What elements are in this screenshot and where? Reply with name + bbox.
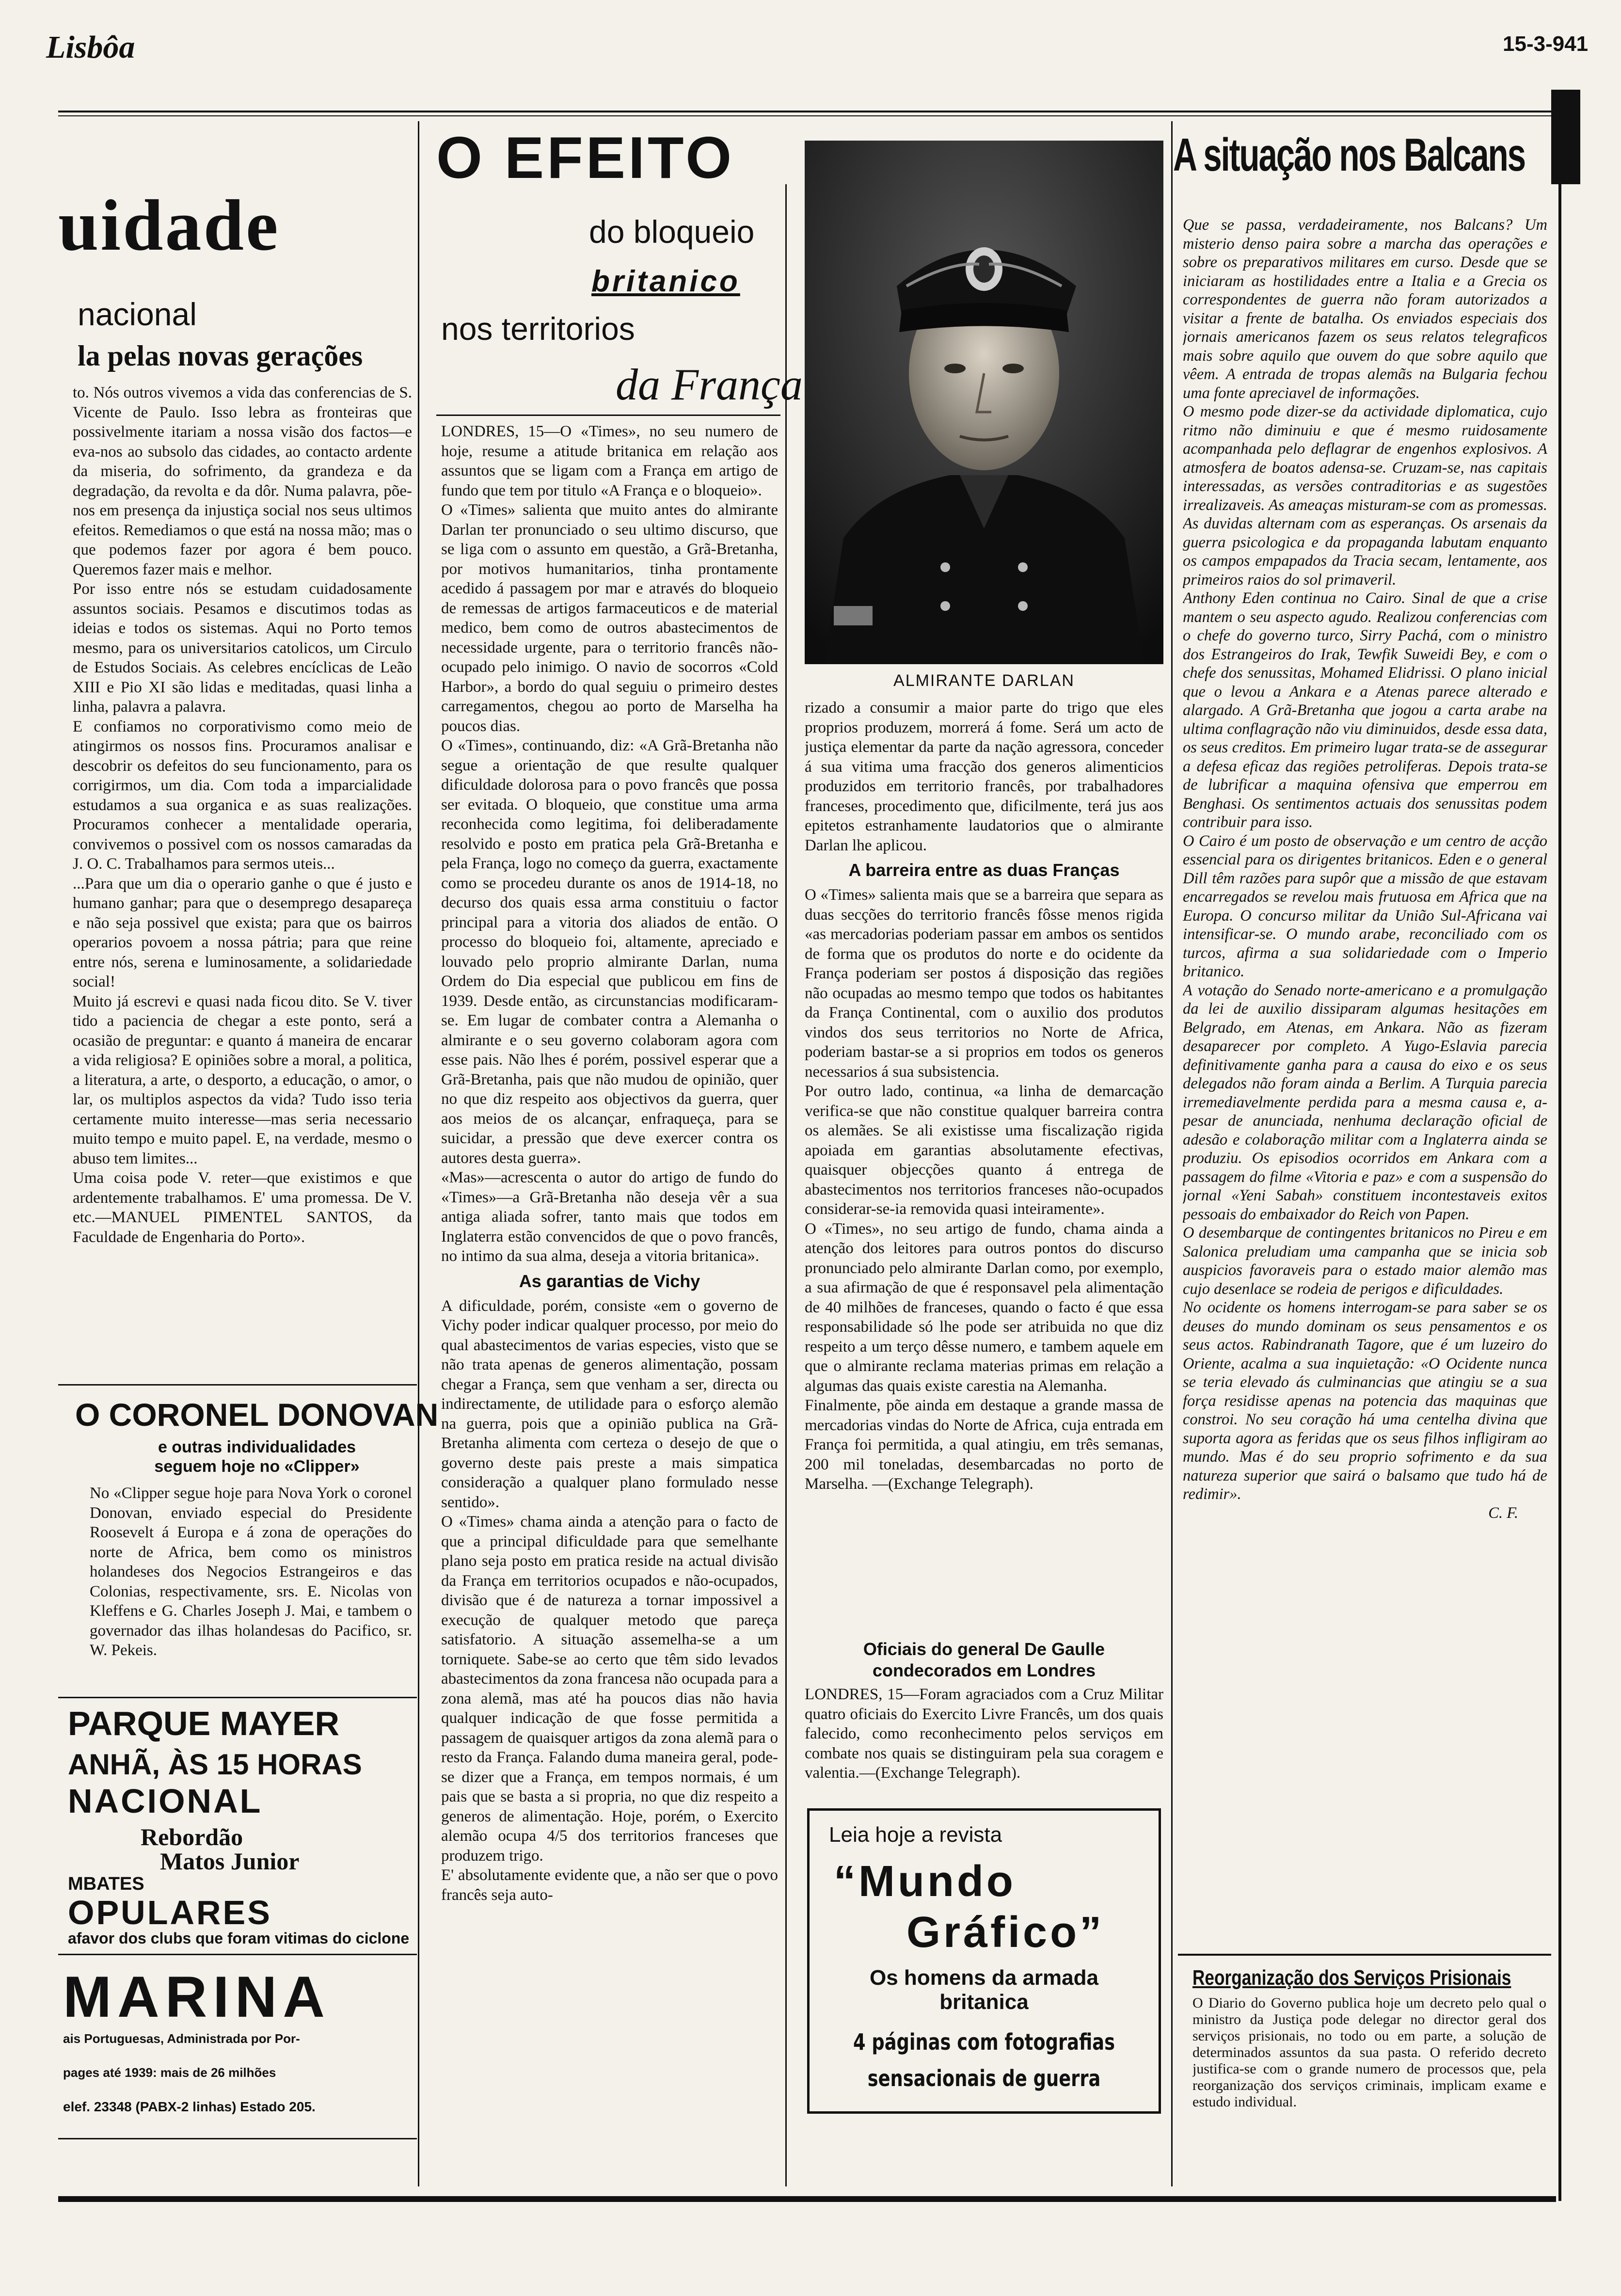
header-rule-2	[58, 115, 1551, 116]
paragraph: Por isso entre nós se estudam cuidadosamente assuntos sociais. Pesamos e discutimos todas as ideias e todos os sistemas. Aqui no Porto temos mesmo, para os universitarios catolicos, um Circulo de Estudos Sociais. As celebres encíclicas de Leão XIII e Pio XI são lidas e meditadas, quasi linha a linha, palavra a palavra.	[73, 580, 412, 716]
prisionais-headline: Reorganização dos Serviços Prisionais	[1192, 1966, 1511, 1990]
column-rule	[785, 184, 787, 2186]
main-title: O EFEITO	[436, 125, 735, 191]
paragraph: Que se passa, verdadeiramente, nos Balcans? Um misterio denso paira sobre a marcha das operações e sobre os preparativos militares em curso. Desde que se iniciaram as hostilidades entre a Italia e a Grecia os correspondentes de guerra não foram autorizados a visitar a frente de batalha. Os enviados especiais dos jornais americanos fazem os seus relatos telegraficos mais sobre aquilo que ouvem do que sobre aquilo que vêem. A entrada de tropas alemãs na Bulgaria fechou uma fonte apreciavel de informações.	[1183, 216, 1547, 402]
paragraph: O «Times» chama ainda a atenção para o facto de que a principal dificuldade para que semelhante plano seja posto em pratica reside na actual divisão da França em territorios ocupados e não-ocupados, divisão que é de natureza a tornar impossivel a execução de qualquer metodo que pareça satisfatorio. A situação assemelha-se a um torniquete. Sabe-se ao certo que têm sido levados abastecimentos da zona francesa não ocupada para a zona alemã, mas até ha poucos dias não havia qualquer indicação de que fosse permitida a passagem de quaisquer artigos da zona alemã para o resto da França. Falando duma maneira geral, pode-se dizer que a França, em tempos normais, é um pais que se basta a si propria, no que diz respeito a generos de alimentação. Hoje, porém, o Exercito alemão ocupa 4/5 dos territorios franceses que produzem trigo.	[441, 1513, 778, 1865]
ad-line: ais Portuguesas, Administrada por Por-	[63, 2031, 300, 2046]
balcans-headline: A situação nos Balcans	[1173, 129, 1525, 181]
main-article-column-1	[441, 422, 778, 2186]
paragraph: A dificuldade, porém, consiste «em o governo de Vichy poder indicar qualquer processo, por meio do qual abastecimentos de varias especies, visto que se não trata apenas de generos alimentação, possam chegar a França, sem que venham a ser, directa ou indirectamente, de utilidade para o esforço alemão na guerra, pois que a opinião publica na Grã-Bretanha alimenta com certeza o desejo de que o governo deste pais preste a mais simpatica consideração a qualquer plano formulado nesse sentido».	[441, 1297, 778, 1511]
mundo-grafico-ad	[807, 1808, 1161, 2114]
ad-line: sensacionais de guerra	[867, 2065, 1101, 2091]
paragraph: E' absolutamente evidente que, a não ser que o povo francês seja auto-	[441, 1866, 778, 1904]
ad-line: Gráfico”	[906, 1908, 1105, 1957]
left-headline: uidade	[58, 185, 280, 266]
paragraph: Finalmente, põe ainda em destaque a grande massa de mercadorias vindas do Norte de Africa, cuja entrada em França foi permitida, a qual atingiu, em três semanas, 200 mil toneladas, desembarcadas no porto de Marselha. —(Exchange Telegraph).	[805, 1397, 1163, 1493]
ad-line: Rebordão	[141, 1823, 243, 1850]
section-rule	[58, 1384, 417, 1386]
paragraph: O «Times» salienta mais que se a barreira que separa as duas secções do territorio francês fôsse menos rigida «as mercadorias poderiam passar em ambos os sentidos de forma que os produtos do norte e do ocidente da França poderiam ser postos á disposição das regiões não ocupadas ao mesmo tempo que todos os habitantes da França Continental, com o auxilio dos produtos vindos dos seus territorios no Norte de Africa, poderiam bastar-se a si proprios em todos os generos necessarios á sua subsistencia.	[805, 886, 1163, 1081]
subheading: A barreira entre as duas Franças	[848, 860, 1120, 880]
paragraph: E confiamos no corporativismo como meio de atingirmos os nossos fins. Procuramos analisar e descobrir os defeitos do seu funcionamento, para os corrigirmos, um dia. Com toda a imparcialidade estudamos a sua organica e as suas realizações. Procuramos conhecer a mentalidade operaria, convivemos o possivel com os nossos camaradas da J. O. C. Trabalhamos para sermos uteis...	[73, 718, 412, 873]
paragraph: O mesmo pode dizer-se da actividade diplomatica, cujo ritmo não diminuiu e que é mesmo ruidosamente acompanhada pelo deflagrar de engenhos explosivos. A atmosfera de boatos adensa-se. Cruzam-se, nas capitais interessadas, as versões contraditorias e as sugestões irrealizaveis. As ameaças misturam-se com as promessas. As duvidas alternam com as esperanças. Os arsenais da guerra psicologica e da propaganda labutam enquanto os campos empapados da Tracia secam, lentamente, aos primeiros raios do sol primaveril.	[1183, 403, 1547, 589]
paragraph: Muito já escrevi e quasi nada ficou dito. Se V. tiver tido a paciencia de chegar a este ponto, será a ocasião de preguntar: e quanto á maneira de encarar a vida religiosa? E opiniões sobre a moral, a politica, a literatura, a arte, o desporto, a educação, o amor, o lar, os multiplos aspectos da vida? Tudo isso teria certamente muito interesse—mas seria necessario muito tempo e muito papel. E, na verdade, mesmo o abuso tem limites...	[73, 992, 412, 1167]
main-title-line4: nos territorios	[441, 311, 635, 347]
ad-line: elef. 23348 (PABX-2 linhas) Estado 205.	[63, 2099, 316, 2114]
donovan-headline: O CORONEL DONOVAN	[75, 1397, 439, 1433]
ad-line: MARINA	[63, 1964, 331, 2029]
signature: C. F.	[1488, 1504, 1518, 1522]
masthead-paper-name: Lisbôa	[46, 30, 135, 65]
ad-line: Matos Junior	[160, 1848, 300, 1875]
prisionais-body: O Diario do Governo publica hoje um decreto pelo qual o ministro da Justiça pode delegar no director geral dos serviços prisionais, no todo ou em parte, a solução de determinados assuntos da sua pasta. O referido decreto justifica-se com o grande numero de processos que, pela reorganização dos serviços criminais, implicam exame e estudo individual.	[1192, 1995, 1546, 2110]
paragraph: Anthony Eden continua no Cairo. Sinal de que a crise mantem o seu aspecto agudo. Realizou conferencias com o chefe do governo turco, Sirry Pachá, com o ministro dos Estrangeiros do Irak, Tewfik Suweidi Bey, e com o chefe dos senussitas, Mohamed Elidrissi. O plano inicial que o levou a Ankara e a Atenas parece alterado e alargado. A Grã-Bretanha que jogou a carta arabe na ultima conflagração não viu diminuidos, desde essa data, os seus creditos. Em primeiro lugar trata-se de assegurar a defesa eficaz das regiões petroliferas. Depois trata-se de lubrificar a maquina ofensiva que emperrou em Benghasi. Os sentimentos actuais dos senussitas podem contribuir para isso.	[1183, 590, 1547, 831]
main-article-column-2	[805, 698, 1163, 1634]
ad-line: MBATES	[68, 1874, 144, 1894]
column-rule	[1171, 121, 1173, 2186]
paragraph: «Mas»—acrescenta o autor do artigo de fundo do «Times»—a Grã-Bretanha não deseja vêr a sua antiga aliada sofrer, tanto mais que todos em Inglaterra estão convencidos de que o povo francês, no intimo da sua alma, deseja a vitoria britanica».	[441, 1169, 778, 1265]
section-rule	[58, 1697, 417, 1698]
header-rule	[58, 111, 1551, 112]
main-title-line2: do bloqueio	[589, 214, 755, 250]
paragraph: Por outro lado, continua, «a linha de demarcação verifica-se que não constitue qualquer barreira contra os alemães. Se ali existisse uma fiscalização rigida apoiada em garantias absolutamente efectivas, quaisquer objecções quanto á entrega de abastecimentos nos territorios franceses não-ocupados considerar-se-ia removida quasi inteiramente».	[805, 1083, 1163, 1218]
ad-line: OPULARES	[68, 1894, 272, 1931]
paragraph: O «Times» salienta que muito antes do almirante Darlan ter pronunciado o seu ultimo discurso, que se liga com o assunto em questão, a Grã-Bretanha, por motivos humanitarios, tinha prontamente acedido á passagem por mar e através do bloqueio de remessas de artigos farmaceuticos e de material medico, bem como de outros abastecimentos de necessidade urgente, para o territorio francês não-ocupado pelo inimigo. O navio de socorros «Cold Harbor», a bordo do qual seguiu o primeiro destes carregamentos, chegou ao porto de Marselha ha poucos dias.	[441, 501, 778, 735]
ad-line: NACIONAL	[68, 1782, 263, 1820]
paragraph: O desembarque de contingentes britanicos no Pireu e em Salonica preludiam uma campanha que se inicia sob auspicios favoraveis para o estado maior alemão mas cujo desenlace se rodeia de perigos e dificuldades.	[1183, 1224, 1547, 1298]
paragraph: O «Times», no seu artigo de fundo, chama ainda a atenção dos leitores para outros pontos do discurso pronunciado pelo almirante Darlan como, por exemplo, a sua afirmação de que é responsavel pela alimentação de 40 milhões de franceses, quando o facto é que essa responsabilidade só lhe pode ser atribuida no que diz respeito a um terço dêsse numero, e tambem aquele em que o almirante reclama materias primas em relação a algumas das quais existe carestia na Alemanha.	[805, 1220, 1163, 1395]
paragraph: O «Times», continuando, diz: «A Grã-Bretanha não segue a orientação de que resulte qualquer dificuldade dolorosa para o povo francês que possa ser evitada. O bloqueio, que constitue uma arma reconhecida como legitima, foi deliberadamente resolvido e posto em pratica pela Grã-Bretanha e pela França, logo no começo da guerra, exactamente como se procedeu durante os anos de 1914-18, no decurso dos quais essa arma constituiu o factor principal para a vitoria dos aliados de então. O processo do bloqueio foi, altamente, apreciado e louvado pelo proprio almirante Darlan, numa Ordem do Dia especial que publicou em fins de 1939. Desde então, as circunstancias modificaram-se. Em lugar de combater contra a Alemanha o almirante e o seu governo colaboram agora com esse pais. Não lhes é porém, possivel esperar que a Grã-Bretanha, pais que não mudou de opinião, quer no que diz respeito aos objectivos da guerra, quer aos meios de os alcançar, enfraqueça, para se suicidar, a pressão que deve exercer contra os autores desta guerra».	[441, 737, 778, 1167]
paragraph: O Cairo é um posto de observação e um centro de acção essencial para os dirigentes britanicos. Eden e o general Dill têm razões para supôr que a missão de que estavam encarregados se revelou mais frutuosa em Africa que na Europa. O concurso militar da União Sul-Africana vai intensificar-se. O mundo arabe, reconciliado com os turcos, afirma a sua solidariedade com o Imperio britanico.	[1183, 832, 1547, 980]
section-rule	[1178, 1954, 1551, 1956]
marina-ad	[58, 1963, 412, 2128]
balcans-body	[1183, 216, 1547, 1946]
paragraph: to. Nós outros vivemos a vida das conferencias de S. Vicente de Paulo. Isso lebra as fronteiras que possivelmente itariam a nossa visão dos factos—e eva-nos ao subsolo das cidades, ao contacto ardente da miseria, do sofrimento, da grandeza e da degradação, da revolta e da dôr. Numa palavra, põe-nos em presença da injustiça social nos seus ultimos efeitos. Remediamos o que está na nossa mão; mas o que podemos fazer por agora é bem pouco. Queremos fazer mais e melhor.	[73, 384, 412, 578]
paragraph: A votação do Senado norte-americano e a promulgação da lei de auxilio dissiparam algumas hesitações em Belgrado, em Atenas, em Ankara. Não as fizeram desaparecer por completo. A Yugo-Eslavia parecia definitivamente ganha para a causa do eixo e os seus delegados não foram ainda a Berlim. A Turquia parecia irremediavelmente perdida para a mesma causa e, a-pesar de anunciada, nenhuma declaração oficial de adesão e colaboração militar com a Inglaterra ainda se produziu. Os episodios ocorridos em Ankara com a passagem do filme «Vitoria e paz» e com a suspensão do jornal «Yeni Sabah» constituem incontestaveis exitos pessoais do embaixador do Reich von Papen.	[1183, 981, 1547, 1223]
main-title-line5: da França	[616, 360, 803, 409]
section-rule	[58, 2138, 417, 2139]
ad-line: Os homens da armada britanica	[870, 1966, 1098, 2014]
darlan-photo	[805, 141, 1163, 664]
right-margin-rule	[1558, 184, 1561, 2201]
ad-line: 4 páginas com fotografias	[853, 2029, 1115, 2055]
section-rule	[58, 1954, 417, 1955]
paragraph: rizado a consumir a maior parte do trigo que eles proprios produzem, morrerá á fome. Será um acto de justiça elementar da parte da nação agressora, conceder á sua vitima uma fracção dos generos alimenticios produzidos em territorio francês, por trabalhadores franceses, procedimento que, dificilmente, terá jus aos epitetos estranhamente laudatorios que o almirante Darlan lhe aplicou.	[805, 699, 1163, 854]
ad-line: “Mundo	[834, 1857, 1016, 1906]
subheading: As garantias de Vichy	[519, 1271, 700, 1291]
ad-line: pages até 1939: mais de 26 milhões	[63, 2065, 276, 2080]
gaulle-headline: Oficiais do general De Gaulle condecorados em Londres	[863, 1639, 1105, 1680]
left-article-body	[73, 383, 412, 1372]
paragraph: ...Para que um dia o operario ganhe o que é justo e humano ganhar; para que o desemprego desapareça e não seja possivel que exista; para que os bairros operarios povoem a nossa pátria; para que reine entre nós, serena e luminosamente, a solidariedade social!	[73, 875, 412, 990]
paragraph: LONDRES, 15—O «Times», no seu numero de hoje, resume a atitude britanica em relação aos assuntos que se ligam com a França em artigo de fundo que tem por titulo «A França e o bloqueio».	[441, 423, 778, 499]
donovan-subhead: e outras individualidades seguem hoje no «Clipper»	[154, 1438, 360, 1476]
paragraph: No ocidente os homens interrogam-se para saber se os deuses do mundo dominam os seus pensamentos e os seus actos. Rabindranath Tagore, que é um luzeiro do Oriente, acalma a sua inquietação: «O Ocidente nunca se teria elevado ás culminancias que atingiu se a sua força residisse apenas na potencia das maquinas que constroi. No seu coração há uma centelha divina que suporta agora as feridas que os seus filhos infligiram ao mundo. Mas é do seu proprio sofrimento e da sua natureza superior que sairá o balsamo que tudo há de redimir».	[1183, 1299, 1547, 1503]
ad-line: afavor dos clubs que foram vitimas do ciclone	[68, 1929, 410, 1946]
portrait-illustration	[805, 141, 1163, 664]
column-rule	[418, 121, 419, 2186]
bottom-rule	[58, 2196, 1556, 2202]
ad-line: PARQUE MAYER	[68, 1705, 340, 1742]
donovan-body: No «Clipper segue hoje para Nova York o coronel Donovan, enviado especial do Presidente Roosevelt á Europa e á zona de operações do norte de Africa, bem como os ministros holandeses dos Negocios Estrangeiros e das Colonias, respectivamente, srs. E. Nicolas von Kleffens e G. Charles Joseph J. Mai, e tambem o governador das ilhas holandesas do Pacifico, sr. W. Pekeis.	[90, 1484, 412, 1659]
left-subhead: la pelas novas gerações	[78, 340, 363, 372]
gaulle-body: LONDRES, 15—Foram agraciados com a Cruz Militar quatro oficiais do Exercito Livre Francês, um dos quais falecido, como reconhecimento pelos serviços em combate nos quais se distinguiram pela sua coragem e valentia.—(Exchange Telegraph).	[805, 1686, 1163, 1782]
ad-line: ANHÃ, ÀS 15 HORAS	[68, 1748, 362, 1781]
parque-mayer-ad	[58, 1704, 412, 1946]
masthead-date: 15-3-941	[1503, 32, 1589, 56]
right-margin-block	[1551, 90, 1580, 184]
paragraph: Uma coisa pode V. reter—que existimos e que ardentemente trabalhamos. E' uma promessa. De V. etc.—MANUEL PIMENTEL SANTOS, da Faculdade de Engenharia do Porto».	[73, 1169, 412, 1246]
main-title-line3: britanico	[591, 265, 740, 298]
photo-caption: ALMIRANTE DARLAN	[893, 671, 1075, 690]
left-kicker: nacional	[78, 296, 197, 332]
title-rule	[436, 415, 780, 416]
ad-line: Leia hoje a revista	[829, 1823, 1002, 1847]
